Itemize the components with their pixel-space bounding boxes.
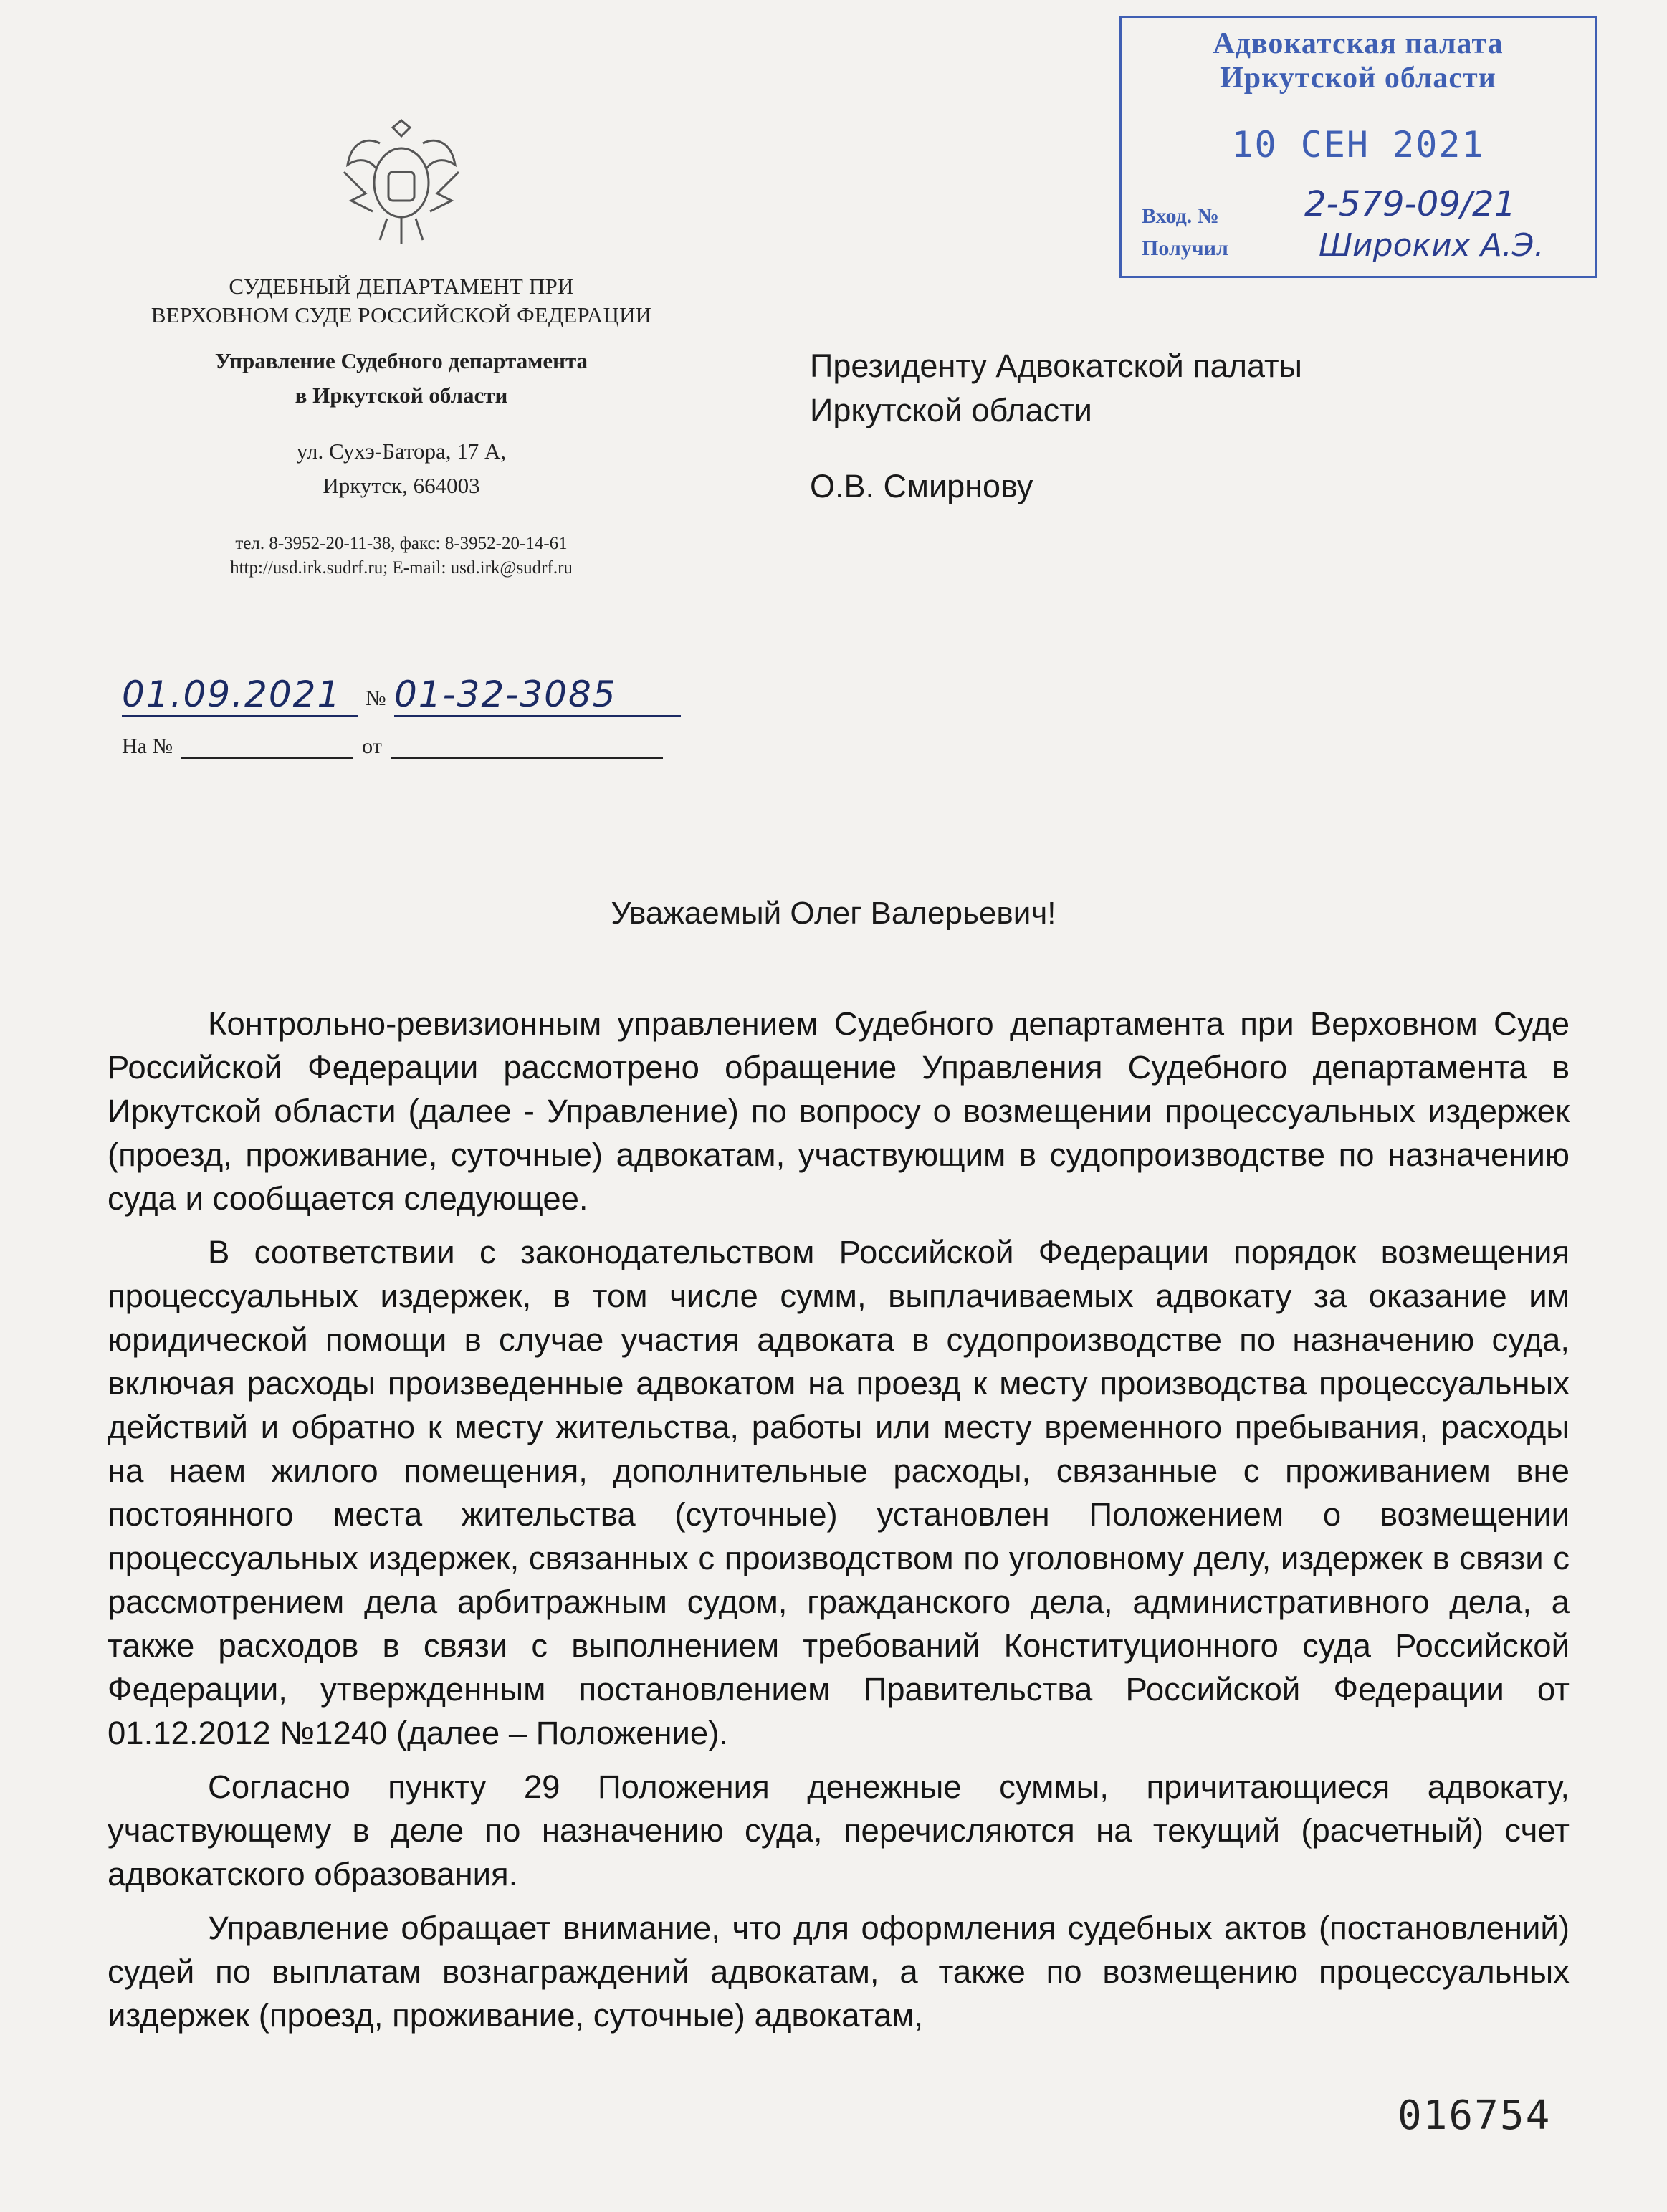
outgoing-reference (122, 674, 710, 717)
double-headed-eagle-emblem-icon (337, 115, 466, 251)
addressee-line1: Президенту Адвокатской палаты (810, 348, 1302, 384)
paragraph: Управление обращает внимание, что для оформления судебных актов (постановлений) судей по выплатам вознаграждений адвокатам, а также по возмещению процессуальных издержек (проезд, проживание, суточные) адвокатам, (108, 1910, 1570, 2034)
sender-office-line1: Управление Судебного департамента (214, 348, 588, 373)
form-serial-number: 016754 (1398, 2092, 1552, 2139)
sender-dept-line1: СУДЕБНЫЙ ДЕПАРТАМЕНТ ПРИ (229, 274, 574, 299)
outgoing-date: 01.09.2021 (122, 674, 342, 715)
addressee-line2: Иркутской области (810, 392, 1092, 428)
paragraph: В соответствии с законодательством Российской Федерации порядок возмещения процессуальных издержек, в том числе сумм, выплачиваемых адвокату за оказание им юридической помощи в случае участия адвоката в судопроизводстве по назначению суда, включая расходы произведенные адвокатом на проезд к месту производства процессуальных действий и обратно к месту жительства, работы или месту временного пребывания, расходы на наем жилого помещения, дополнительные расходы, связанные с проживанием вне постоянного места жительства (суточные) установлен Положением о возмещении процессуальных издержек, связанных с производством по уголовному делу, издержек в связи с рассмотрением дела арбитражным судом, гражданского дела, административного дела, а также расходов в связи с выполнением требований Конституционного суда Российской Федерации, утвержденным постановлением Правительства Российской Федерации от 01.12.2012 №1240 (далее – Положение). (108, 1234, 1570, 1751)
sender-office-line2: в Иркутской области (295, 383, 508, 408)
stamp-date: 10 СЕН 2021 (1231, 124, 1485, 166)
paragraph: Контрольно-ревизионным управлением Судебного департамента при Верховном Суде Российской Федерации рассмотрено обращение Управления Судебного департамента в Иркутской области (далее - Управление) по вопросу о возмещении процессуальных издержек (проезд, проживание, суточные) адвокатам, участвующим в судопроизводстве по назначению суда и сообщается следующее. (108, 1005, 1570, 1217)
stamp-org-line2: Иркутской области (1220, 62, 1496, 95)
stamp-in-number: 2-579-09/21 (1304, 184, 1516, 224)
sender-web-email: http://usd.irk.sudrf.ru; E-mail: usd.irk@sudrf.ru (230, 558, 573, 578)
stamp-received-label: Получил (1142, 236, 1228, 260)
sender-phones: тел. 8-3952-20-11-38, факс: 8-3952-20-14-61 (235, 534, 568, 553)
sender-dept-line2: ВЕРХОВНОМ СУДЕ РОССИЙСКОЙ ФЕДЕРАЦИИ (151, 302, 652, 327)
date-underline (122, 715, 358, 717)
outgoing-number: 01-32-3085 (394, 674, 617, 715)
paragraph: Согласно пункту 29 Положения денежные суммы, причитающиеся адвокату, участвующему в деле по назначению суда, перечисляются на текущий (расчетный) счет адвокатского образования. (108, 1768, 1570, 1892)
letter-body (108, 1002, 1570, 2047)
stamp-org-line1: Адвокатская палата (1213, 27, 1504, 60)
registration-stamp (1119, 16, 1597, 278)
sender-block (108, 272, 695, 580)
reply-number-label: На № (122, 734, 173, 758)
stamp-received-by: Широких А.Э. (1319, 227, 1544, 264)
reply-date-blank (391, 739, 663, 759)
reply-number-blank (181, 739, 353, 759)
number-underline (394, 715, 681, 717)
salutation: Уважаемый Олег Валерьевич! (611, 896, 1056, 931)
sender-address-line1: ул. Сухэ-Батора, 17 А, (296, 439, 507, 464)
reply-from-label: от (362, 734, 382, 758)
addressee-name: О.В. Смирнову (810, 468, 1033, 504)
outgoing-number-label: № (366, 686, 388, 710)
addressee-block (810, 344, 1302, 509)
reply-reference (122, 734, 672, 759)
sender-address-line2: Иркутск, 664003 (323, 473, 480, 498)
stamp-in-label: Вход. № (1142, 204, 1219, 228)
